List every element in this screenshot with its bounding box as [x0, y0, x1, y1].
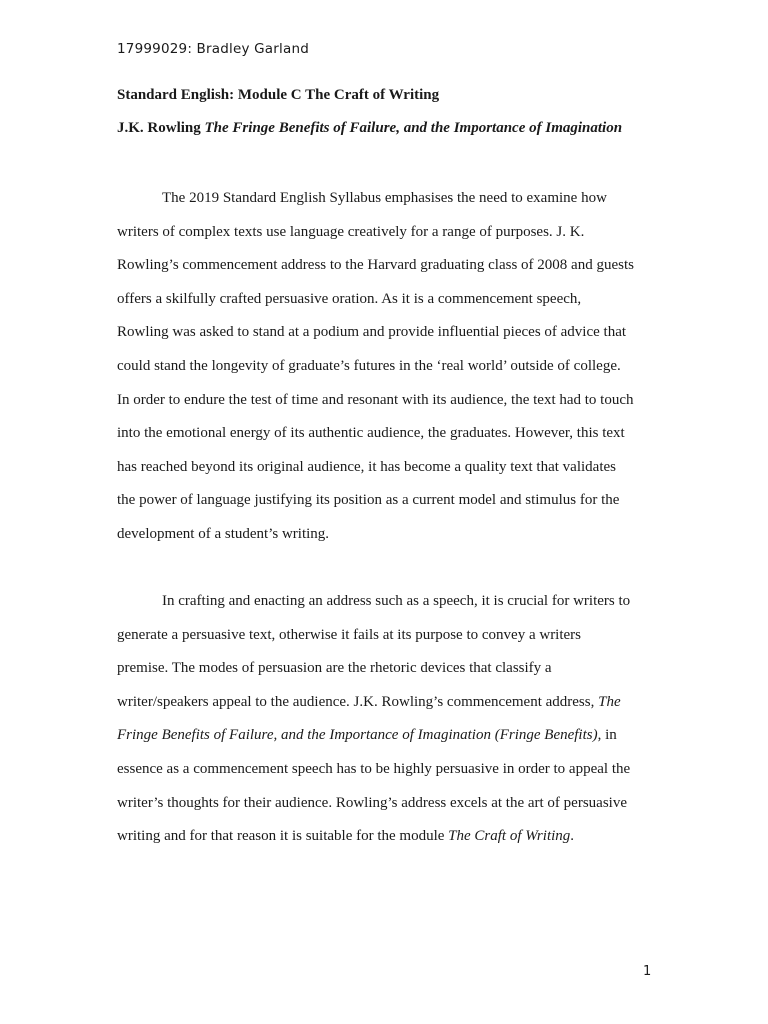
- paragraph-line: In order to endure the test of time and resonant with its audience, the text had to touch: [117, 391, 634, 408]
- italic-title: The: [598, 693, 621, 710]
- work-title: The Fringe Benefits of Failure, and the Importance of Imagination: [204, 120, 623, 136]
- paragraph-line: Rowling was asked to stand at a podium and provide influential pieces of advice that: [117, 324, 627, 341]
- paragraph-line: development of a student’s writing.: [117, 525, 330, 542]
- paragraph-line: [117, 690, 657, 724]
- document-title: Standard English: Module C The Craft of Writing: [117, 87, 440, 103]
- author-name: J.K. Rowling: [117, 120, 201, 136]
- paragraph-line: In crafting and enacting an address such as a speech, it is crucial for writers to: [162, 593, 631, 609]
- paragraph-line: the power of language justifying its position as a current model and stimulus for the: [117, 492, 620, 509]
- paragraph-1: [117, 186, 657, 556]
- text-run: writing and for that reason it is suitable for the module: [117, 828, 449, 845]
- paragraph-line: could stand the longevity of graduate’s futures in the ‘real world’ outside of college.: [117, 357, 621, 374]
- text-run: , in: [597, 727, 617, 744]
- paragraph-line: [117, 723, 657, 757]
- paragraph-line: Rowling’s commencement address to the Harvard graduating class of 2008 and guests: [117, 257, 634, 274]
- paragraph-line: generate a persuasive text, otherwise it fails at its purpose to convey a writers: [117, 626, 582, 643]
- text-run: writer/speakers appeal to the audience. J.K. Rowling’s commencement address,: [117, 693, 599, 710]
- paragraph-line: writers of complex texts use language creatively for a range of purposes. J. K.: [117, 223, 585, 240]
- text-run: .: [570, 828, 575, 845]
- paragraph-line: writer’s thoughts for their audience. Rowling’s address excels at the art of persuasive: [117, 794, 627, 811]
- paragraph-line: offers a skilfully crafted persuasive oration. As it is a commencement speech,: [117, 290, 582, 307]
- page-header: 17999029: Bradley Garland: [117, 41, 309, 57]
- paragraph-line: The 2019 Standard English Syllabus emphasises the need to examine how: [162, 190, 607, 206]
- italic-title: The Craft of Writing: [448, 828, 571, 845]
- paragraph-2: [117, 589, 657, 858]
- text-reference: [117, 120, 622, 137]
- paragraph-line: essence as a commencement speech has to be highly persuasive in order to appeal the: [117, 760, 631, 777]
- paragraph-line: has reached beyond its original audience, it has become a quality text that validates: [117, 458, 616, 475]
- paragraph-line: premise. The modes of persuasion are the rhetoric devices that classify a: [117, 660, 552, 677]
- paragraph-line: into the emotional energy of its authentic audience, the graduates. However, this text: [117, 425, 625, 442]
- page-number: 1: [643, 964, 652, 979]
- paragraph-line: [117, 824, 657, 858]
- italic-title: Fringe Benefits of Failure, and the Importance of Imagination (Fringe Benefits): [117, 727, 598, 744]
